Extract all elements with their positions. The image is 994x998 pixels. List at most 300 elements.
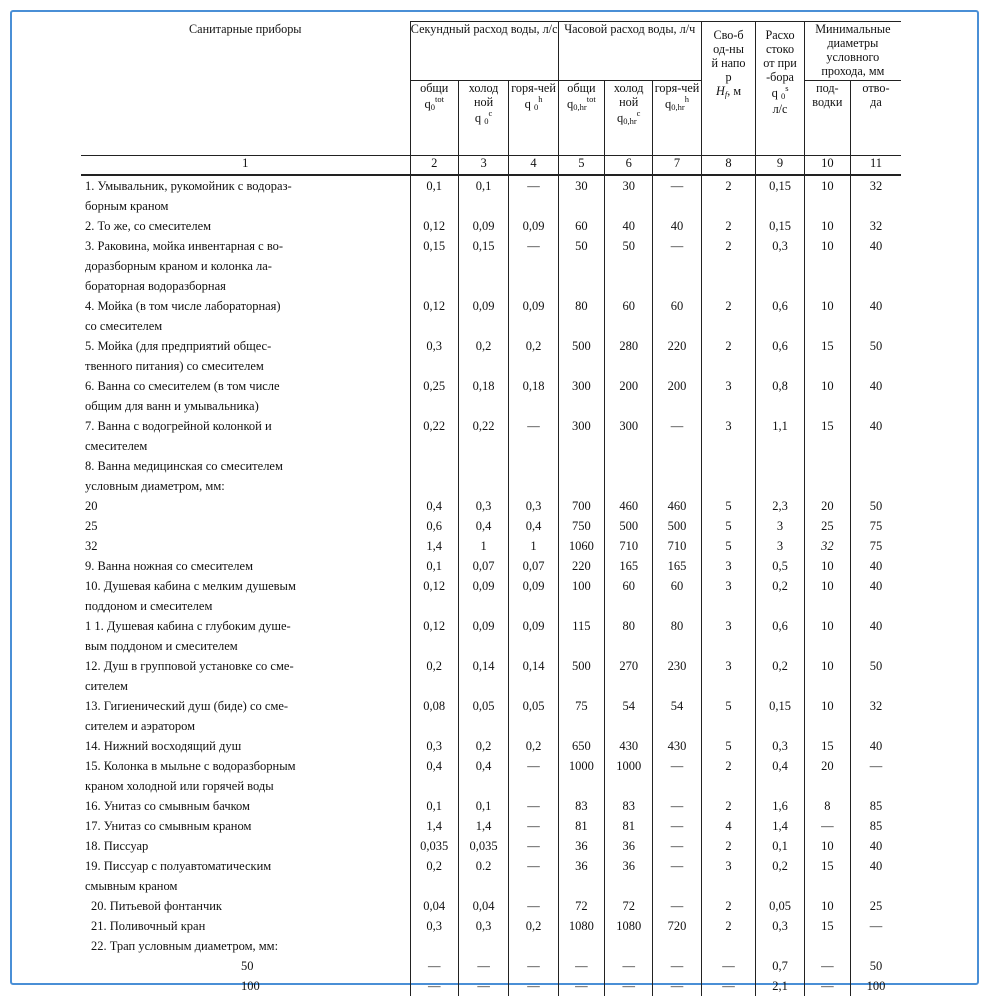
cell-value: 50	[850, 496, 901, 516]
cell-value: 0,04	[410, 896, 458, 916]
cell-value: 1,4	[756, 816, 804, 836]
cell-value: 0,1	[410, 175, 458, 216]
cell-value: 32	[804, 536, 850, 556]
cell-value: —	[653, 756, 701, 796]
fixture-name: 1 1. Душевая кабина с глубоким душе- вым поддоном и смесителем	[85, 619, 291, 653]
cell-value: —	[605, 976, 653, 996]
cell-value	[653, 936, 701, 956]
cell-value: 0,15	[756, 696, 804, 736]
cell-value: —	[804, 816, 850, 836]
table-row	[81, 816, 901, 836]
cell-value: 40	[850, 236, 901, 296]
cell-value: 0,12	[410, 576, 458, 616]
cell-value: —	[458, 956, 508, 976]
cell-value	[509, 456, 558, 496]
cell-value: —	[558, 956, 604, 976]
cell-value: 1	[458, 536, 508, 556]
cell-value: 72	[558, 896, 604, 916]
cell-value: 710	[605, 536, 653, 556]
cell-value: 75	[850, 536, 901, 556]
cell-value: 165	[653, 556, 701, 576]
col-number: 5	[558, 156, 604, 176]
header-min-diam: Минимальные диаметры условного прохода, мм	[804, 22, 901, 81]
cell-value: 300	[558, 376, 604, 416]
cell-value: —	[653, 416, 701, 456]
cell-value: 0.2	[458, 856, 508, 896]
cell-value	[701, 456, 756, 496]
cell-value: 0,2	[509, 336, 558, 376]
cell-value: 700	[558, 496, 604, 516]
cell-value: 50	[605, 236, 653, 296]
cell-value: 0,09	[458, 216, 508, 236]
table-row	[81, 696, 901, 736]
cell-value: 2	[701, 336, 756, 376]
cell-value: 0,2	[756, 576, 804, 616]
cell-value: 0,1	[458, 175, 508, 216]
cell-value: 36	[605, 856, 653, 896]
cell-value: 0,3	[458, 496, 508, 516]
cell-value: —	[653, 816, 701, 836]
table-row	[81, 516, 901, 536]
col-number: 2	[410, 156, 458, 176]
table-row	[81, 416, 901, 456]
cell-value: 10	[804, 296, 850, 336]
col-number: 11	[850, 156, 901, 176]
cell-value: 0,15	[756, 216, 804, 236]
cell-value: 1,4	[410, 816, 458, 836]
table-row	[81, 896, 901, 916]
fixture-name: 4. Мойка (в том числе лабораторная) со смесителем	[85, 299, 281, 333]
col-number: 6	[605, 156, 653, 176]
cell-value: —	[509, 236, 558, 296]
cell-value: 20	[804, 756, 850, 796]
cell-value: 0,2	[458, 736, 508, 756]
cell-value: 10	[804, 576, 850, 616]
col-number: 8	[701, 156, 756, 176]
cell-value: —	[509, 976, 558, 996]
cell-value: 2	[701, 236, 756, 296]
cell-value: 60	[558, 216, 604, 236]
cell-value	[756, 936, 804, 956]
cell-value: 0,12	[410, 296, 458, 336]
cell-value: —	[410, 956, 458, 976]
cell-value: 500	[558, 656, 604, 696]
cell-value: 3	[756, 516, 804, 536]
cell-value: 0,05	[509, 696, 558, 736]
fixture-name: 21. Поливочный кран	[91, 919, 206, 933]
cell-value: 0,1	[410, 556, 458, 576]
cell-value: 0,2	[756, 656, 804, 696]
col-number: 10	[804, 156, 850, 176]
cell-value: 0,3	[756, 236, 804, 296]
cell-value: 15	[804, 916, 850, 936]
cell-value: 0,12	[410, 216, 458, 236]
table-row	[81, 456, 901, 496]
cell-value: 32	[850, 216, 901, 236]
cell-value: 115	[558, 616, 604, 656]
cell-value: 0,6	[756, 296, 804, 336]
cell-value: 0,08	[410, 696, 458, 736]
cell-value: 2	[701, 796, 756, 816]
cell-value: 60	[605, 576, 653, 616]
cell-value: 0,2	[410, 856, 458, 896]
cell-value: 80	[605, 616, 653, 656]
cell-value	[458, 936, 508, 956]
cell-value: 1000	[558, 756, 604, 796]
table-row	[81, 916, 901, 936]
cell-value: 0,05	[756, 896, 804, 916]
cell-value: 1,4	[410, 536, 458, 556]
cell-value: 1	[509, 536, 558, 556]
table-row	[81, 756, 901, 796]
fixture-name: 3. Раковина, мойка инвентарная с во- доразборным краном и колонка ла- бораторная водоразборная	[85, 239, 284, 293]
cell-value: —	[653, 856, 701, 896]
cell-value: —	[558, 976, 604, 996]
cell-value: 280	[605, 336, 653, 376]
col-number: 1	[81, 156, 410, 176]
table-row	[81, 236, 901, 296]
cell-value: 0,035	[458, 836, 508, 856]
cell-value: 0,2	[509, 916, 558, 936]
cell-value	[804, 456, 850, 496]
cell-value: 5	[701, 516, 756, 536]
header-supply: под-водки	[804, 81, 850, 156]
cell-value: —	[653, 175, 701, 216]
cell-value: —	[410, 976, 458, 996]
sanitary-fixtures-table	[81, 21, 901, 996]
cell-value: 0,4	[458, 516, 508, 536]
table-row	[81, 736, 901, 756]
cell-value: 0,3	[756, 916, 804, 936]
cell-value: 0,4	[410, 496, 458, 516]
fixture-name: 6. Ванна со смесителем (в том числе общим для ванн и умывальника)	[85, 379, 280, 413]
cell-value: 50	[850, 956, 901, 976]
cell-value: 230	[653, 656, 701, 696]
cell-value: 15	[804, 856, 850, 896]
cell-value: 0,3	[509, 496, 558, 516]
cell-value: 32	[850, 175, 901, 216]
cell-value: 40	[850, 856, 901, 896]
cell-value: 10	[804, 656, 850, 696]
fixture-name: 14. Нижний восходящий душ	[85, 739, 242, 753]
cell-value: 0,6	[410, 516, 458, 536]
cell-value: 0,14	[509, 656, 558, 696]
cell-value: 0,18	[509, 376, 558, 416]
cell-value: 430	[605, 736, 653, 756]
table-row	[81, 496, 901, 516]
cell-value: 5	[701, 696, 756, 736]
cell-value: 2	[701, 916, 756, 936]
cell-value: —	[850, 916, 901, 936]
cell-value: —	[804, 956, 850, 976]
header-fixtures: Санитарные приборы	[81, 22, 410, 156]
cell-value: 8	[804, 796, 850, 816]
cell-value: 0,09	[458, 296, 508, 336]
table-row	[81, 536, 901, 556]
cell-value: 0,3	[410, 736, 458, 756]
table-body	[81, 175, 901, 996]
cell-value: 2	[701, 836, 756, 856]
cell-value: 81	[558, 816, 604, 836]
cell-value: —	[509, 816, 558, 836]
fixture-name: 100	[241, 979, 260, 993]
header-hour-hot: горя-чей $q_{0,hr}^h$	[653, 81, 701, 156]
cell-value: 50	[850, 336, 901, 376]
cell-value: 4	[701, 816, 756, 836]
cell-value: 75	[850, 516, 901, 536]
cell-value: 10	[804, 696, 850, 736]
cell-value: 10	[804, 175, 850, 216]
cell-value: 25	[804, 516, 850, 536]
cell-value: 40	[850, 576, 901, 616]
fixture-name: 7. Ванна с водогрейной колонкой и смесителем	[85, 419, 272, 453]
cell-value	[410, 456, 458, 496]
fixture-name: 9. Ванна ножная со смесителем	[85, 559, 253, 573]
fixture-name: 13. Гигиенический душ (биде) со сме- сителем и аэратором	[85, 699, 289, 733]
fixture-name: 20	[85, 499, 98, 513]
cell-value: —	[458, 976, 508, 996]
fixture-name: 22. Трап условным диаметром, мм:	[91, 939, 279, 953]
cell-value: 300	[605, 416, 653, 456]
cell-value: —	[509, 836, 558, 856]
cell-value: 0,3	[756, 736, 804, 756]
cell-value	[605, 456, 653, 496]
cell-value: 0,4	[509, 516, 558, 536]
cell-value: 36	[605, 836, 653, 856]
cell-value: 220	[558, 556, 604, 576]
cell-value: 100	[850, 976, 901, 996]
cell-value: —	[509, 856, 558, 896]
cell-value: 0,3	[410, 916, 458, 936]
cell-value: 40	[850, 416, 901, 456]
cell-value: 85	[850, 796, 901, 816]
cell-value: 1080	[605, 916, 653, 936]
cell-value: —	[509, 796, 558, 816]
cell-value: 0,1	[410, 796, 458, 816]
table-row	[81, 836, 901, 856]
cell-value: 15	[804, 336, 850, 376]
cell-value: 0,4	[458, 756, 508, 796]
cell-value: 72	[605, 896, 653, 916]
col-number: 3	[458, 156, 508, 176]
cell-value: 2	[701, 175, 756, 216]
cell-value: —	[701, 976, 756, 996]
cell-value: 2	[701, 296, 756, 336]
cell-value: 0,14	[458, 656, 508, 696]
cell-value: 32	[850, 696, 901, 736]
cell-value: —	[653, 796, 701, 816]
table-row	[81, 336, 901, 376]
cell-value: 300	[558, 416, 604, 456]
cell-value: 54	[653, 696, 701, 736]
table-row	[81, 856, 901, 896]
cell-value: 83	[605, 796, 653, 816]
cell-value: 3	[701, 616, 756, 656]
cell-value: 165	[605, 556, 653, 576]
cell-value: 430	[653, 736, 701, 756]
cell-value: 40	[850, 736, 901, 756]
cell-value	[458, 456, 508, 496]
fixture-name: 20. Питьевой фонтанчик	[91, 899, 222, 913]
cell-value: 0,04	[458, 896, 508, 916]
header-hours-group: Часовой расход воды, л/ч	[558, 22, 701, 81]
cell-value: 2	[701, 756, 756, 796]
cell-value: 20	[804, 496, 850, 516]
header-outlet: отво-да	[850, 81, 901, 156]
cell-value: 5	[701, 536, 756, 556]
fixture-name: 5. Мойка (для предприятий общес- твенного питания) со смесителем	[85, 339, 272, 373]
cell-value: 3	[701, 856, 756, 896]
cell-value: 3	[701, 376, 756, 416]
header-free-head: Сво-бод-ный напор $H_f$, м	[701, 22, 756, 156]
cell-value: 0,07	[509, 556, 558, 576]
fixture-name: 8. Ванна медицинская со смесителем условным диаметром, мм:	[85, 459, 283, 493]
table-row	[81, 956, 901, 976]
cell-value: —	[653, 976, 701, 996]
cell-value: 1000	[605, 756, 653, 796]
cell-value: 0,4	[410, 756, 458, 796]
cell-value	[653, 456, 701, 496]
cell-value: 50	[558, 236, 604, 296]
cell-value: 30	[605, 175, 653, 216]
cell-value: 80	[653, 616, 701, 656]
cell-value: —	[804, 976, 850, 996]
cell-value: 3	[701, 656, 756, 696]
cell-value: —	[509, 756, 558, 796]
cell-value: 50	[850, 656, 901, 696]
table-row	[81, 796, 901, 816]
header-hour-total: общи $q_{0,hr}^{tot}$	[558, 81, 604, 156]
cell-value: 0,22	[410, 416, 458, 456]
cell-value: 0,07	[458, 556, 508, 576]
cell-value: 80	[558, 296, 604, 336]
cell-value: 10	[804, 236, 850, 296]
table-row	[81, 576, 901, 616]
cell-value: 15	[804, 736, 850, 756]
cell-value: 0,12	[410, 616, 458, 656]
cell-value: 36	[558, 836, 604, 856]
cell-value: 0,2	[756, 856, 804, 896]
cell-value: 83	[558, 796, 604, 816]
cell-value: 710	[653, 536, 701, 556]
cell-value: 2,1	[756, 976, 804, 996]
cell-value: 1080	[558, 916, 604, 936]
cell-value: 10	[804, 216, 850, 236]
fixture-name: 12. Душ в групповой установке со сме- сителем	[85, 659, 294, 693]
cell-value: 5	[701, 496, 756, 516]
cell-value: 0,15	[756, 175, 804, 216]
cell-value	[756, 456, 804, 496]
cell-value: —	[509, 896, 558, 916]
cell-value: 0,1	[756, 836, 804, 856]
cell-value: 25	[850, 896, 901, 916]
table-row	[81, 175, 901, 216]
cell-value: 10	[804, 896, 850, 916]
cell-value: 0,1	[458, 796, 508, 816]
cell-value	[558, 456, 604, 496]
cell-value: —	[509, 416, 558, 456]
cell-value: 0,4	[756, 756, 804, 796]
cell-value: —	[509, 175, 558, 216]
cell-value: 10	[804, 616, 850, 656]
cell-value: 15	[804, 416, 850, 456]
header-sec-total: общи $q_0^{tot}$	[410, 81, 458, 156]
table-row	[81, 976, 901, 996]
cell-value: 2,3	[756, 496, 804, 516]
cell-value	[509, 936, 558, 956]
cell-value	[605, 936, 653, 956]
fixture-name: 16. Унитаз со смывным бачком	[85, 799, 250, 813]
cell-value: 200	[653, 376, 701, 416]
cell-value: 40	[605, 216, 653, 236]
cell-value: 0,2	[410, 656, 458, 696]
header-drain: Расхо стоко от при-бора q $_0^s$ л/с	[756, 22, 804, 156]
cell-value: —	[653, 836, 701, 856]
cell-value: 40	[850, 556, 901, 576]
cell-value: 81	[605, 816, 653, 836]
cell-value: 40	[850, 376, 901, 416]
cell-value: 0,8	[756, 376, 804, 416]
table-header	[81, 22, 901, 176]
cell-value: —	[653, 956, 701, 976]
fixture-name: 50	[241, 959, 254, 973]
cell-value: 10	[804, 556, 850, 576]
table-row	[81, 296, 901, 336]
cell-value: 0,6	[756, 616, 804, 656]
cell-value: 0,09	[458, 616, 508, 656]
col-number: 7	[653, 156, 701, 176]
cell-value: 36	[558, 856, 604, 896]
cell-value: —	[605, 956, 653, 976]
col-number: 9	[756, 156, 804, 176]
cell-value: 3	[701, 576, 756, 616]
cell-value: 750	[558, 516, 604, 536]
cell-value: 1,1	[756, 416, 804, 456]
column-numbers-row	[81, 156, 901, 176]
cell-value	[804, 936, 850, 956]
cell-value	[850, 456, 901, 496]
cell-value: 0,09	[509, 576, 558, 616]
cell-value: 500	[558, 336, 604, 376]
cell-value: 0,09	[458, 576, 508, 616]
table-row	[81, 616, 901, 656]
cell-value	[701, 936, 756, 956]
cell-value: 5	[701, 736, 756, 756]
cell-value: 40	[850, 616, 901, 656]
cell-value: 2	[701, 896, 756, 916]
cell-value: 0,6	[756, 336, 804, 376]
cell-value: 40	[850, 296, 901, 336]
fixture-name: 1. Умывальник, рукомойник с водораз- борным краном	[85, 179, 292, 213]
header-sec-cold: холод ной q $_0^c$	[458, 81, 508, 156]
cell-value: 40	[850, 836, 901, 856]
cell-value: 60	[653, 576, 701, 616]
header-sec-hot: горя-чей q $_0^h$	[509, 81, 558, 156]
cell-value: 0,3	[458, 916, 508, 936]
table-row	[81, 656, 901, 696]
cell-value: 3	[756, 536, 804, 556]
cell-value: 1,4	[458, 816, 508, 836]
cell-value: 0,15	[458, 236, 508, 296]
fixture-name: 32	[85, 539, 98, 553]
cell-value: 60	[605, 296, 653, 336]
cell-value: 460	[653, 496, 701, 516]
cell-value: 270	[605, 656, 653, 696]
header-hour-cold: холод ной $q_{0,hr}^c$	[605, 81, 653, 156]
cell-value: 200	[605, 376, 653, 416]
table-row	[81, 556, 901, 576]
cell-value: 54	[605, 696, 653, 736]
